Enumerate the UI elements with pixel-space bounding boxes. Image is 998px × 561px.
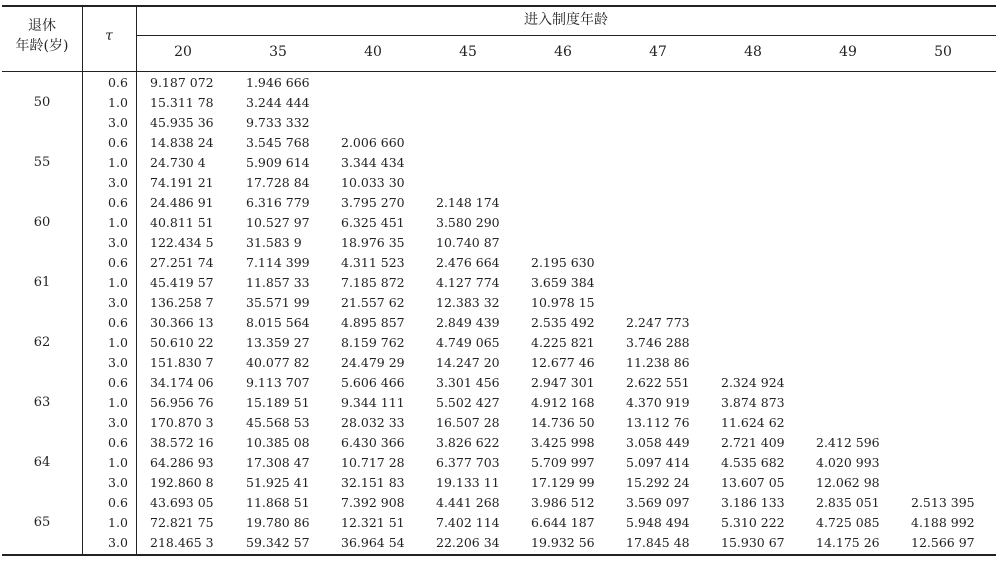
table-cell: 7.185 872 — [341, 275, 405, 290]
table-cell: 4.127 774 — [436, 275, 500, 290]
table-cell: 11.868 51 — [246, 495, 310, 510]
table-cell: 4.912 168 — [531, 395, 595, 410]
table-cell: 3.746 288 — [626, 335, 690, 350]
annuity-table — [2, 5, 996, 555]
table-cell: 7.114 399 — [246, 255, 310, 270]
table-cell: 45.419 57 — [150, 275, 214, 290]
table-cell: 2.835 051 — [816, 495, 880, 510]
entry-age-col-2: 40 — [364, 44, 382, 60]
table-cell: 3.244 444 — [246, 95, 310, 110]
table-cell: 12.321 51 — [341, 515, 405, 530]
table-cell: 9.113 707 — [246, 375, 310, 390]
table-cell: 59.342 57 — [246, 535, 310, 550]
retire-age-60: 60 — [33, 215, 51, 230]
table-cell: 10.033 30 — [341, 175, 405, 190]
table-cell: 11.857 33 — [246, 275, 310, 290]
header-bottom-rule — [2, 71, 996, 72]
table-cell: 15.311 78 — [150, 95, 214, 110]
table-cell: 151.830 7 — [150, 355, 214, 370]
table-cell: 3.580 290 — [436, 215, 500, 230]
table-cell: 12.566 97 — [911, 535, 975, 550]
table-cell: 40.077 82 — [246, 355, 310, 370]
table-cell: 170.870 3 — [150, 415, 214, 430]
table-cell: 13.359 27 — [246, 335, 310, 350]
tau-cell: 1.0 — [108, 275, 128, 290]
entry-age-header: 进入制度年龄 — [524, 12, 608, 28]
table-cell: 10.385 08 — [246, 435, 310, 450]
tau-cell: 1.0 — [108, 95, 128, 110]
table-cell: 2.148 174 — [436, 195, 500, 210]
table-cell: 17.129 99 — [531, 475, 595, 490]
table-cell: 17.308 47 — [246, 455, 310, 470]
table-cell: 3.569 097 — [626, 495, 690, 510]
tau-cell: 3.0 — [108, 115, 128, 130]
table-cell: 21.557 62 — [341, 295, 405, 310]
entry-age-col-6: 48 — [744, 44, 762, 60]
tau-cell: 3.0 — [108, 415, 128, 430]
table-cell: 27.251 74 — [150, 255, 214, 270]
table-cell: 40.811 51 — [150, 215, 214, 230]
table-cell: 64.286 93 — [150, 455, 214, 470]
tau-cell: 0.6 — [108, 435, 128, 450]
table-cell: 43.693 05 — [150, 495, 214, 510]
table-cell: 2.513 395 — [911, 495, 975, 510]
retire-age-header-line1: 退休 — [28, 18, 56, 34]
table-cell: 19.932 56 — [531, 535, 595, 550]
table-cell: 3.425 998 — [531, 435, 595, 450]
table-cell: 12.677 46 — [531, 355, 595, 370]
table-cell: 14.838 24 — [150, 135, 214, 150]
table-cell: 2.195 630 — [531, 255, 595, 270]
table-cell: 16.507 28 — [436, 415, 500, 430]
table-cell: 22.206 34 — [436, 535, 500, 550]
table-cell: 74.191 21 — [150, 175, 214, 190]
table-cell: 18.976 35 — [341, 235, 405, 250]
table-cell: 3.186 133 — [721, 495, 785, 510]
table-cell: 2.006 660 — [341, 135, 405, 150]
table-cell: 12.383 32 — [436, 295, 500, 310]
table-cell: 3.874 873 — [721, 395, 785, 410]
table-cell: 35.571 99 — [246, 295, 310, 310]
table-cell: 31.583 9 — [246, 235, 302, 250]
table-cell: 38.572 16 — [150, 435, 214, 450]
table-cell: 2.324 924 — [721, 375, 785, 390]
table-cell: 5.709 997 — [531, 455, 595, 470]
table-cell: 10.740 87 — [436, 235, 500, 250]
table-cell: 17.728 84 — [246, 175, 310, 190]
table-cell: 13.607 05 — [721, 475, 785, 490]
bottom-rule — [2, 554, 996, 556]
table-cell: 5.948 494 — [626, 515, 690, 530]
tau-cell: 3.0 — [108, 535, 128, 550]
table-cell: 5.097 414 — [626, 455, 690, 470]
tau-cell: 3.0 — [108, 475, 128, 490]
tau-cell: 3.0 — [108, 295, 128, 310]
table-cell: 9.344 111 — [341, 395, 405, 410]
table-cell: 8.159 762 — [341, 335, 405, 350]
tau-cell: 0.6 — [108, 195, 128, 210]
table-cell: 17.845 48 — [626, 535, 690, 550]
table-cell: 28.032 33 — [341, 415, 405, 430]
table-cell: 14.736 50 — [531, 415, 595, 430]
tau-cell: 1.0 — [108, 455, 128, 470]
entry-age-col-7: 49 — [839, 44, 857, 60]
retire-age-64: 64 — [33, 455, 51, 470]
table-cell: 7.402 114 — [436, 515, 500, 530]
entry-age-col-5: 47 — [649, 44, 667, 60]
tau-cell: 1.0 — [108, 395, 128, 410]
retire-age-61: 61 — [33, 275, 51, 290]
table-cell: 3.986 512 — [531, 495, 595, 510]
table-cell: 3.301 456 — [436, 375, 500, 390]
table-cell: 24.486 91 — [150, 195, 214, 210]
table-cell: 2.849 439 — [436, 315, 500, 330]
table-cell: 5.606 466 — [341, 375, 405, 390]
table-cell: 15.292 24 — [626, 475, 690, 490]
table-cell: 51.925 41 — [246, 475, 310, 490]
tau-cell: 1.0 — [108, 515, 128, 530]
table-cell: 3.795 270 — [341, 195, 405, 210]
entry-age-col-0: 20 — [174, 44, 192, 60]
table-cell: 9.733 332 — [246, 115, 310, 130]
table-cell: 10.978 15 — [531, 295, 595, 310]
table-cell: 3.058 449 — [626, 435, 690, 450]
table-cell: 3.344 434 — [341, 155, 405, 170]
table-cell: 36.964 54 — [341, 535, 405, 550]
column-divider-age — [82, 5, 83, 555]
tau-cell: 1.0 — [108, 335, 128, 350]
table-cell: 218.465 3 — [150, 535, 214, 550]
table-cell: 8.015 564 — [246, 315, 310, 330]
table-cell: 2.721 409 — [721, 435, 785, 450]
table-cell: 15.189 51 — [246, 395, 310, 410]
retire-age-55: 55 — [33, 155, 51, 170]
table-cell: 4.225 821 — [531, 335, 595, 350]
table-cell: 72.821 75 — [150, 515, 214, 530]
entry-age-col-4: 46 — [554, 44, 572, 60]
table-cell: 6.325 451 — [341, 215, 405, 230]
retire-age-62: 62 — [33, 335, 51, 350]
table-cell: 6.377 703 — [436, 455, 500, 470]
retire-age-50: 50 — [33, 95, 51, 110]
table-cell: 24.479 29 — [341, 355, 405, 370]
table-cell: 2.476 664 — [436, 255, 500, 270]
table-cell: 45.935 36 — [150, 115, 214, 130]
table-cell: 2.247 773 — [626, 315, 690, 330]
tau-cell: 3.0 — [108, 235, 128, 250]
table-cell: 6.316 779 — [246, 195, 310, 210]
table-cell: 11.624 62 — [721, 415, 785, 430]
top-rule — [2, 5, 996, 7]
table-cell: 5.909 614 — [246, 155, 310, 170]
entry-age-col-3: 45 — [459, 44, 477, 60]
table-cell: 12.062 98 — [816, 475, 880, 490]
table-cell: 4.535 682 — [721, 455, 785, 470]
tau-cell: 0.6 — [108, 315, 128, 330]
entry-age-col-1: 35 — [269, 44, 287, 60]
table-cell: 3.659 384 — [531, 275, 595, 290]
table-cell: 136.258 7 — [150, 295, 214, 310]
table-cell: 45.568 53 — [246, 415, 310, 430]
tau-cell: 0.6 — [108, 375, 128, 390]
table-cell: 11.238 86 — [626, 355, 690, 370]
tau-cell: 1.0 — [108, 215, 128, 230]
table-cell: 14.175 26 — [816, 535, 880, 550]
entry-age-col-8: 50 — [934, 44, 952, 60]
table-cell: 10.527 97 — [246, 215, 310, 230]
retire-age-63: 63 — [33, 395, 51, 410]
table-cell: 4.895 857 — [341, 315, 405, 330]
table-cell: 19.780 86 — [246, 515, 310, 530]
tau-cell: 0.6 — [108, 495, 128, 510]
table-cell: 1.946 666 — [246, 75, 310, 90]
table-cell: 19.133 11 — [436, 475, 500, 490]
retire-age-65: 65 — [33, 515, 51, 530]
table-cell: 122.434 5 — [150, 235, 214, 250]
table-cell: 9.187 072 — [150, 75, 214, 90]
tau-cell: 1.0 — [108, 155, 128, 170]
table-cell: 3.826 622 — [436, 435, 500, 450]
tau-cell: 0.6 — [108, 75, 128, 90]
table-cell: 4.749 065 — [436, 335, 500, 350]
tau-cell: 3.0 — [108, 175, 128, 190]
table-cell: 5.310 222 — [721, 515, 785, 530]
table-cell: 4.188 992 — [911, 515, 975, 530]
table-cell: 56.956 76 — [150, 395, 214, 410]
tau-cell: 0.6 — [108, 255, 128, 270]
table-cell: 7.392 908 — [341, 495, 405, 510]
table-cell: 32.151 83 — [341, 475, 405, 490]
table-cell: 2.412 596 — [816, 435, 880, 450]
table-cell: 4.725 085 — [816, 515, 880, 530]
table-cell: 6.430 366 — [341, 435, 405, 450]
table-cell: 2.622 551 — [626, 375, 690, 390]
table-cell: 4.441 268 — [436, 495, 500, 510]
table-cell: 24.730 4 — [150, 155, 206, 170]
table-cell: 4.311 523 — [341, 255, 405, 270]
retire-age-header-line2: 年龄(岁) — [15, 38, 69, 54]
table-cell: 13.112 76 — [626, 415, 690, 430]
table-cell: 30.366 13 — [150, 315, 214, 330]
tau-cell: 0.6 — [108, 135, 128, 150]
table-cell: 4.370 919 — [626, 395, 690, 410]
table-cell: 5.502 427 — [436, 395, 500, 410]
header-mid-rule — [136, 35, 996, 36]
table-cell: 14.247 20 — [436, 355, 500, 370]
table-cell: 4.020 993 — [816, 455, 880, 470]
table-cell: 50.610 22 — [150, 335, 214, 350]
table-cell: 34.174 06 — [150, 375, 214, 390]
table-cell: 10.717 28 — [341, 455, 405, 470]
table-cell: 2.947 301 — [531, 375, 595, 390]
table-cell: 2.535 492 — [531, 315, 595, 330]
table-cell: 3.545 768 — [246, 135, 310, 150]
tau-cell: 3.0 — [108, 355, 128, 370]
tau-header: τ — [105, 28, 113, 44]
table-cell: 15.930 67 — [721, 535, 785, 550]
table-cell: 192.860 8 — [150, 475, 214, 490]
table-cell: 6.644 187 — [531, 515, 595, 530]
